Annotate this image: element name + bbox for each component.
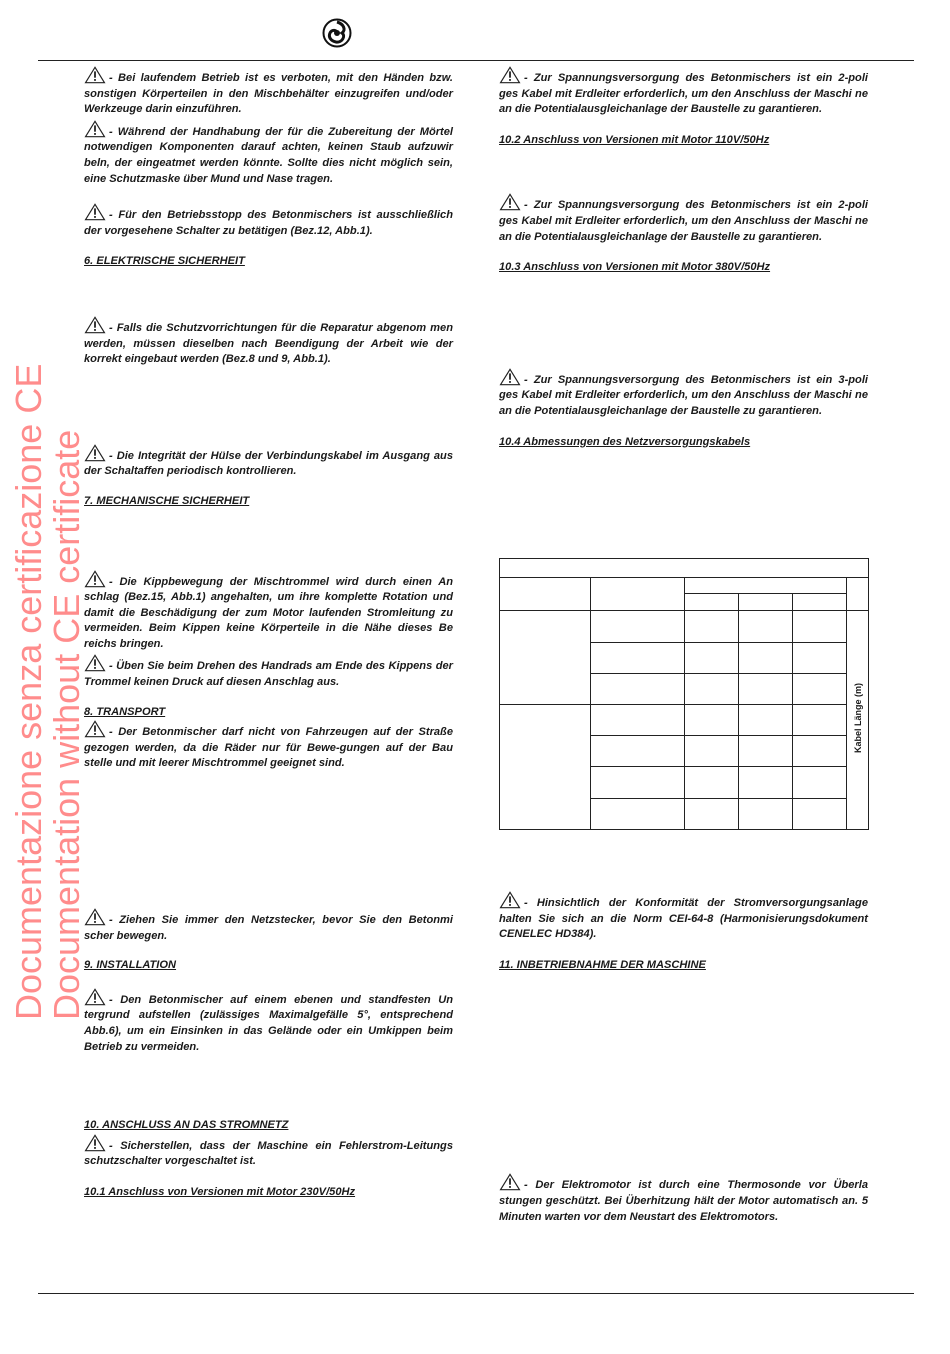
table-cell	[685, 611, 739, 642]
warning-icon	[84, 316, 106, 334]
watermark-line-1: Documentazione senza certificazione CE	[8, 363, 49, 1020]
table-cell	[500, 611, 591, 705]
warning-paragraph: - Sicherstellen, dass der Maschine ein Fehlerstrom-Leitungs schutzschalter vorgeschaltet ist.	[84, 1134, 453, 1170]
table-cell	[739, 705, 793, 736]
table-cell	[793, 673, 847, 704]
left-column	[84, 66, 453, 1201]
warning-icon	[499, 66, 521, 84]
warning-paragraph: - Für den Betriebsstopp des Betonmischers ist ausschließlich der vorgesehene Schalter zu betätigen (Bez.12, Abb.1).	[84, 203, 453, 239]
right-column-lower	[499, 891, 868, 1225]
warning-paragraph: - Den Betonmischer auf einem ebenen und standfesten Un tergrund aufstellen (zulässiges Maximalgefälle 5°, entsprechend Abb.6), um ein Einsinken in das Gelände oder ein Umkippen beim Betrieb zu vermeiden.	[84, 988, 453, 1055]
section-heading-7: 7. MECHANISCHE SICHERHEIT	[84, 494, 250, 507]
table-side-label-cell	[847, 611, 869, 830]
table-cell	[685, 642, 739, 673]
table-cell	[739, 642, 793, 673]
table-cell	[591, 611, 685, 642]
table-cell	[793, 594, 847, 611]
cable-length-label: Kabel Länge (m)	[852, 682, 863, 753]
warning-icon	[84, 720, 106, 738]
warning-icon	[499, 368, 521, 386]
table-cell	[739, 673, 793, 704]
right-column	[499, 66, 868, 450]
table-cell	[847, 578, 869, 611]
table-cell	[591, 642, 685, 673]
warning-icon	[84, 120, 106, 138]
table-cell	[591, 673, 685, 704]
table-cell	[685, 767, 739, 798]
table-cell	[793, 798, 847, 829]
table-cell	[500, 705, 591, 830]
section-heading-10-2: 10.2 Anschluss von Versionen mit Motor 110V/50Hz	[499, 133, 770, 146]
table-cell	[591, 578, 685, 611]
table-cell	[500, 578, 591, 611]
table-cell	[793, 767, 847, 798]
table-cell	[685, 594, 739, 611]
table-cell	[793, 611, 847, 642]
warning-paragraph: - Der Betonmischer darf nicht von Fahrzeugen auf der Straße gezogen werden, da die Räder nur für Bewe-gungen auf der Bau stelle und mit leerer Mischtrommel geeignet sind.	[84, 720, 453, 772]
table-cell	[500, 559, 869, 578]
warning-paragraph: - Hinsichtlich der Konformität der Stromversorgungsanlage halten Sie sich an die Norm CEI-64-8 (Harmonisierungsdokument CENELEC HD384).	[499, 891, 868, 943]
warning-icon	[84, 444, 106, 462]
warning-paragraph: - Zur Spannungsversorgung des Betonmischers ist ein 2-poli ges Kabel mit Erdleiter erforderlich, um den Anschluss der Maschi ne an die Potentialausgleichanlage der Baustelle zu garantieren.	[499, 66, 868, 118]
warning-paragraph: - Der Elektromotor ist durch eine Thermosonde vor Überla stungen geschützt. Bei Überhitzung hält der Motor automatisch an. 5 Minuten warten vor dem Neustart des Elektromotors.	[499, 1173, 868, 1225]
section-heading-8: 8. TRANSPORT	[84, 705, 166, 718]
table-cell	[793, 736, 847, 767]
warning-icon	[499, 891, 521, 909]
warning-paragraph: - Zur Spannungsversorgung des Betonmischers ist ein 3-poli ges Kabel mit Erdleiter erforderlich, um den Anschluss der Maschi ne an die Potentialausgleichanlage der Baustelle zu garantieren.	[499, 368, 868, 420]
warning-paragraph: - Bei laufendem Betrieb ist es verboten, mit den Händen bzw. sonstigen Körperteilen in den Mischbehälter einzugreifen und/oder Werkzeuge darin einzuführen.	[84, 66, 453, 118]
table-cell	[685, 673, 739, 704]
table-cell	[793, 642, 847, 673]
section-heading-9: 9. INSTALLATION	[84, 959, 177, 972]
warning-paragraph: - Falls die Schutzvorrichtungen für die Reparatur abgenom men werden, müssen dieselben nach Beendigung der Arbeit wie der korrekt eingebaut werden (Bez.8 und 9, Abb.1).	[84, 316, 453, 368]
warning-icon	[84, 203, 106, 221]
table-cell	[739, 767, 793, 798]
warning-icon	[84, 908, 106, 926]
warning-paragraph: - Zur Spannungsversorgung des Betonmischers ist ein 2-poli ges Kabel mit Erdleiter erforderlich, um den Anschluss der Maschi ne an die Potentialausgleichanlage der Baustelle zu garantieren.	[499, 193, 868, 245]
table-cell	[591, 705, 685, 736]
section-heading-10-4: 10.4 Abmessungen des Netzversorgungskabels	[499, 435, 751, 448]
table-cell	[739, 736, 793, 767]
table-cell	[739, 611, 793, 642]
table-cell	[739, 798, 793, 829]
section-heading-11: 11. INBETRIEBNAHME DER MASCHINE	[499, 958, 706, 971]
warning-icon	[84, 570, 106, 588]
table-cell	[685, 705, 739, 736]
header-rule	[38, 60, 914, 61]
table-cell	[739, 594, 793, 611]
warning-icon	[499, 1173, 521, 1191]
warning-icon	[84, 654, 106, 672]
warning-icon	[84, 988, 106, 1006]
section-heading-10-1: 10.1 Anschluss von Versionen mit Motor 230V/50Hz	[84, 1185, 356, 1198]
table-cell	[591, 767, 685, 798]
table-cell	[685, 578, 847, 594]
warning-paragraph: - Während der Handhabung der für die Zubereitung der Mörtel notwendigen Komponenten darauf achten, keinen Staub aufzuwir beln, der eingeatmet werden könnte. Sollte dies nicht möglich sein, eine Schutzmaske über Mund und Nase tragen.	[84, 120, 453, 187]
warning-icon	[499, 193, 521, 211]
table-cell	[685, 736, 739, 767]
watermark-line-2: Documentation without CE certificate	[46, 429, 87, 1020]
warning-paragraph: - Die Integrität der Hülse der Verbindungskabel im Ausgang aus der Schaltaffen periodisch kontrollieren.	[84, 444, 453, 480]
table-cell	[793, 705, 847, 736]
warning-paragraph: - Ziehen Sie immer den Netzstecker, bevor Sie den Betonmi scher bewegen.	[84, 908, 453, 944]
section-heading-10: 10. ANSCHLUSS AN DAS STROMNETZ	[84, 1119, 289, 1132]
footer-rule	[38, 1293, 914, 1294]
warning-icon	[84, 1134, 106, 1152]
cable-dimension-table	[499, 558, 869, 830]
warning-icon	[84, 66, 106, 84]
warning-paragraph: - Üben Sie beim Drehen des Handrads am Ende des Kippens der Trommel keinen Druck auf diesen Anschlag aus.	[84, 654, 453, 690]
table-cell	[685, 798, 739, 829]
section-heading-10-3: 10.3 Anschluss von Versionen mit Motor 380V/50Hz	[499, 261, 771, 274]
table-cell	[591, 736, 685, 767]
section-heading-6: 6. ELEKTRISCHE SICHERHEIT	[84, 255, 245, 268]
table-cell	[591, 798, 685, 829]
warning-paragraph: - Die Kippbewegung der Mischtrommel wird durch einen An schlag (Bez.15, Abb.1) angehalten, um ihre komplette Rotation und damit die Beschädigung der zum Motor laufenden Stromleitung zu vermeiden. Beim Kippen keine Körperteile in die Nähe dieses Be reichs bringen.	[84, 570, 453, 653]
brand-logo-icon	[322, 18, 352, 48]
